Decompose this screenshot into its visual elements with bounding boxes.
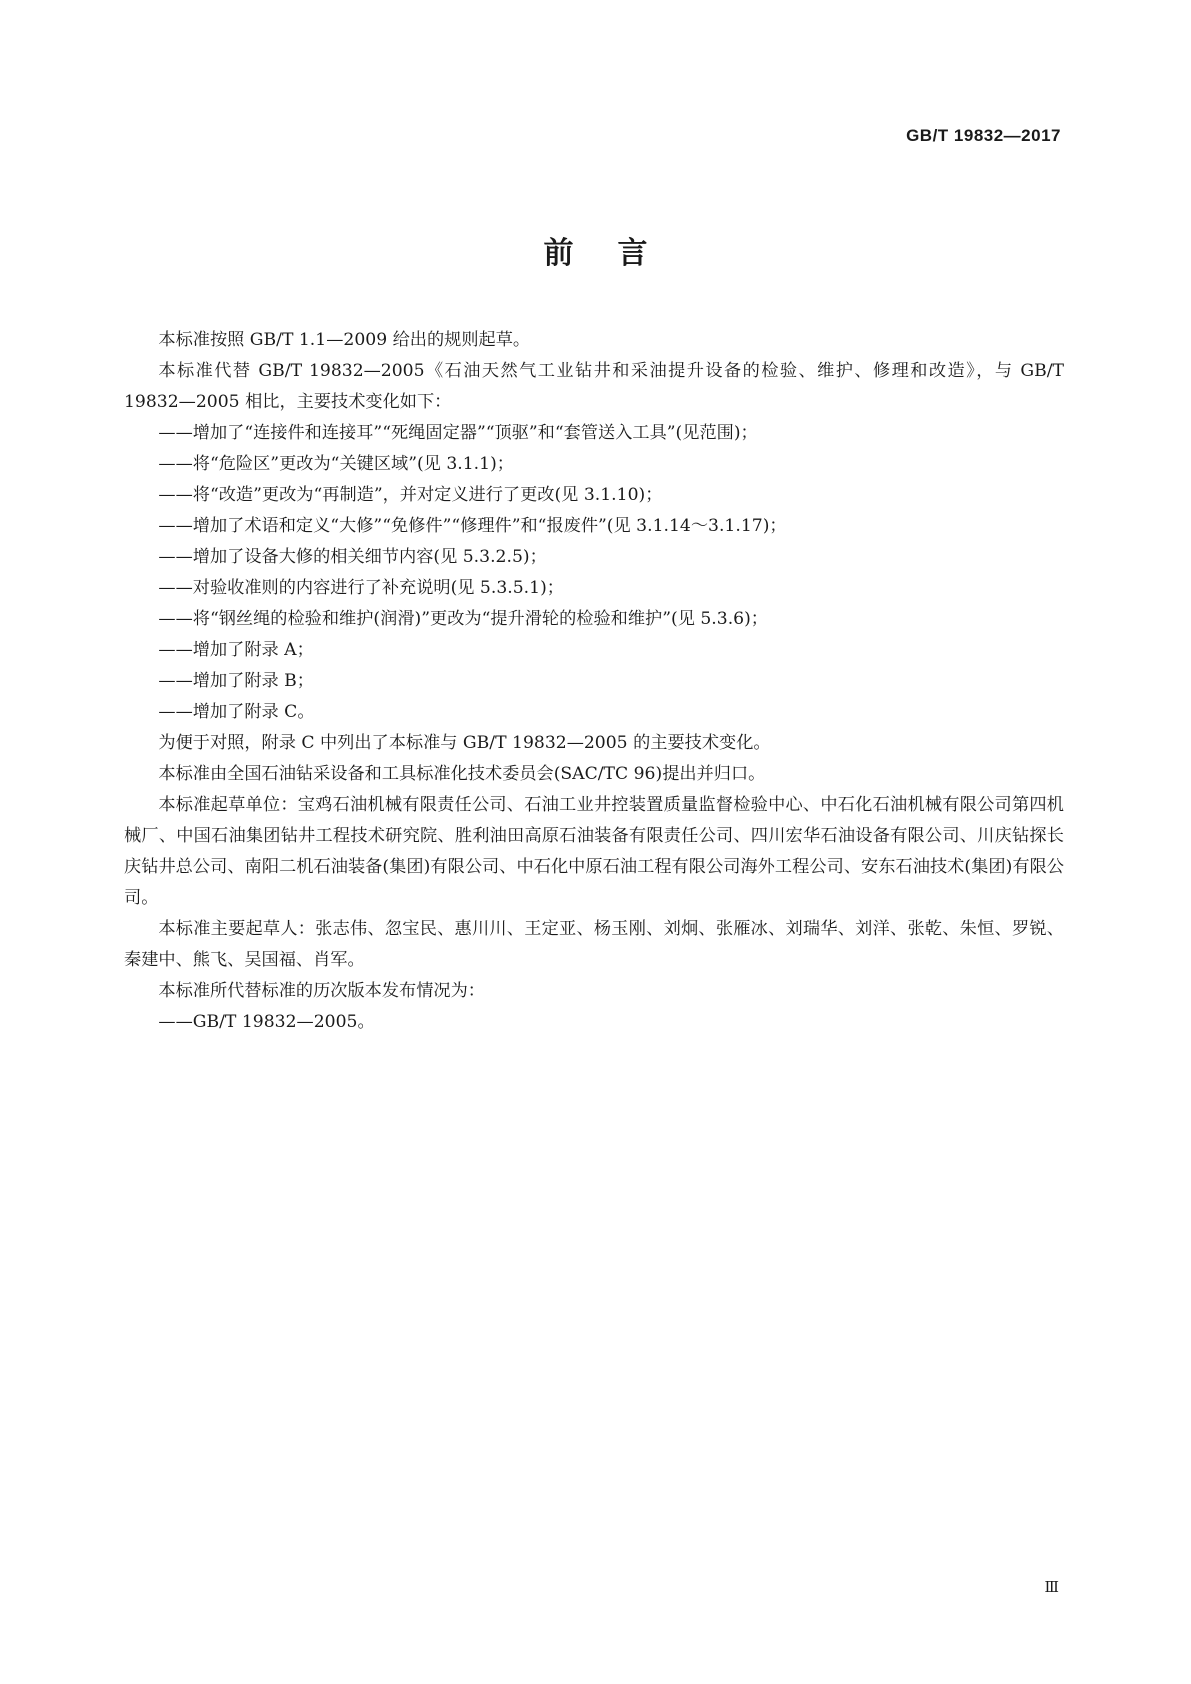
change-item: ——增加了术语和定义“大修”“免修件”“修理件”和“报废件”(见 3.1.14～3.1.17)； <box>158 516 787 536</box>
change-item: ——增加了设备大修的相关细节内容(见 5.3.2.5)； <box>158 547 547 567</box>
change-item: ——将“危险区”更改为“关键区域”(见 3.1.1)； <box>158 454 514 474</box>
page-number: Ⅲ <box>1044 1578 1059 1596</box>
paragraph-drafting-rules: 本标准按照 GB/T 1.1—2009 给出的规则起草。 <box>158 330 531 350</box>
page-title: 前言 <box>543 236 692 271</box>
change-item: ——对验收准则的内容进行了补充说明(见 5.3.5.1)； <box>158 578 564 598</box>
standard-number: GB/T 19832—2017 <box>906 126 1061 145</box>
foreword-body <box>124 325 1064 1038</box>
paragraph-drafting-units: 本标准起草单位：宝鸡石油机械有限责任公司、石油工业井控装置质量监督检验中心、中石化石油机械有限公司第四机械厂、中国石油集团钻井工程技术研究院、胜利油田高原石油装备有限责任公司、四川宏华石油设备有限公司、川庆钻探长庆钻井总公司、南阳二机石油装备(集团)有限公司、中石化中原石油工程有限公司海外工程公司、安东石油技术(集团)有限公司。 <box>124 795 1064 908</box>
previous-version-item: ——GB/T 19832—2005。 <box>158 1012 375 1032</box>
change-item: ——增加了附录 B； <box>158 671 314 691</box>
paragraph-history: 本标准所代替标准的历次版本发布情况为： <box>158 981 485 1001</box>
paragraph-proposer: 本标准由全国石油钻采设备和工具标准化技术委员会(SAC/TC 96)提出并归口。 <box>158 764 766 784</box>
change-item: ——将“改造”更改为“再制造”，并对定义进行了更改(见 3.1.10)； <box>158 485 663 505</box>
change-item: ——增加了附录 A； <box>158 640 314 660</box>
change-item: ——将“钢丝绳的检验和维护(润滑)”更改为“提升滑轮的检验和维护”(见 5.3.6)； <box>158 609 768 629</box>
paragraph-appendix-c: 为便于对照，附录 C 中列出了本标准与 GB/T 19832—2005 的主要技术变化。 <box>158 733 771 753</box>
change-item: ——增加了附录 C。 <box>158 702 315 722</box>
change-item: ——增加了“连接件和连接耳”“死绳固定器”“顶驱”和“套管送入工具”(见范围)； <box>158 423 758 443</box>
paragraph-replacement: 本标准代替 GB/T 19832—2005《石油天然气工业钻井和采油提升设备的检验、维护、修理和改造》，与 GB/T 19832—2005 相比，主要技术变化如下： <box>124 361 1064 412</box>
paragraph-drafters: 本标准主要起草人：张志伟、忽宝民、惠川川、王定亚、杨玉刚、刘炯、张雁冰、刘瑞华、刘洋、张乾、朱恒、罗锐、秦建中、熊飞、吴国福、肖军。 <box>124 919 1064 970</box>
